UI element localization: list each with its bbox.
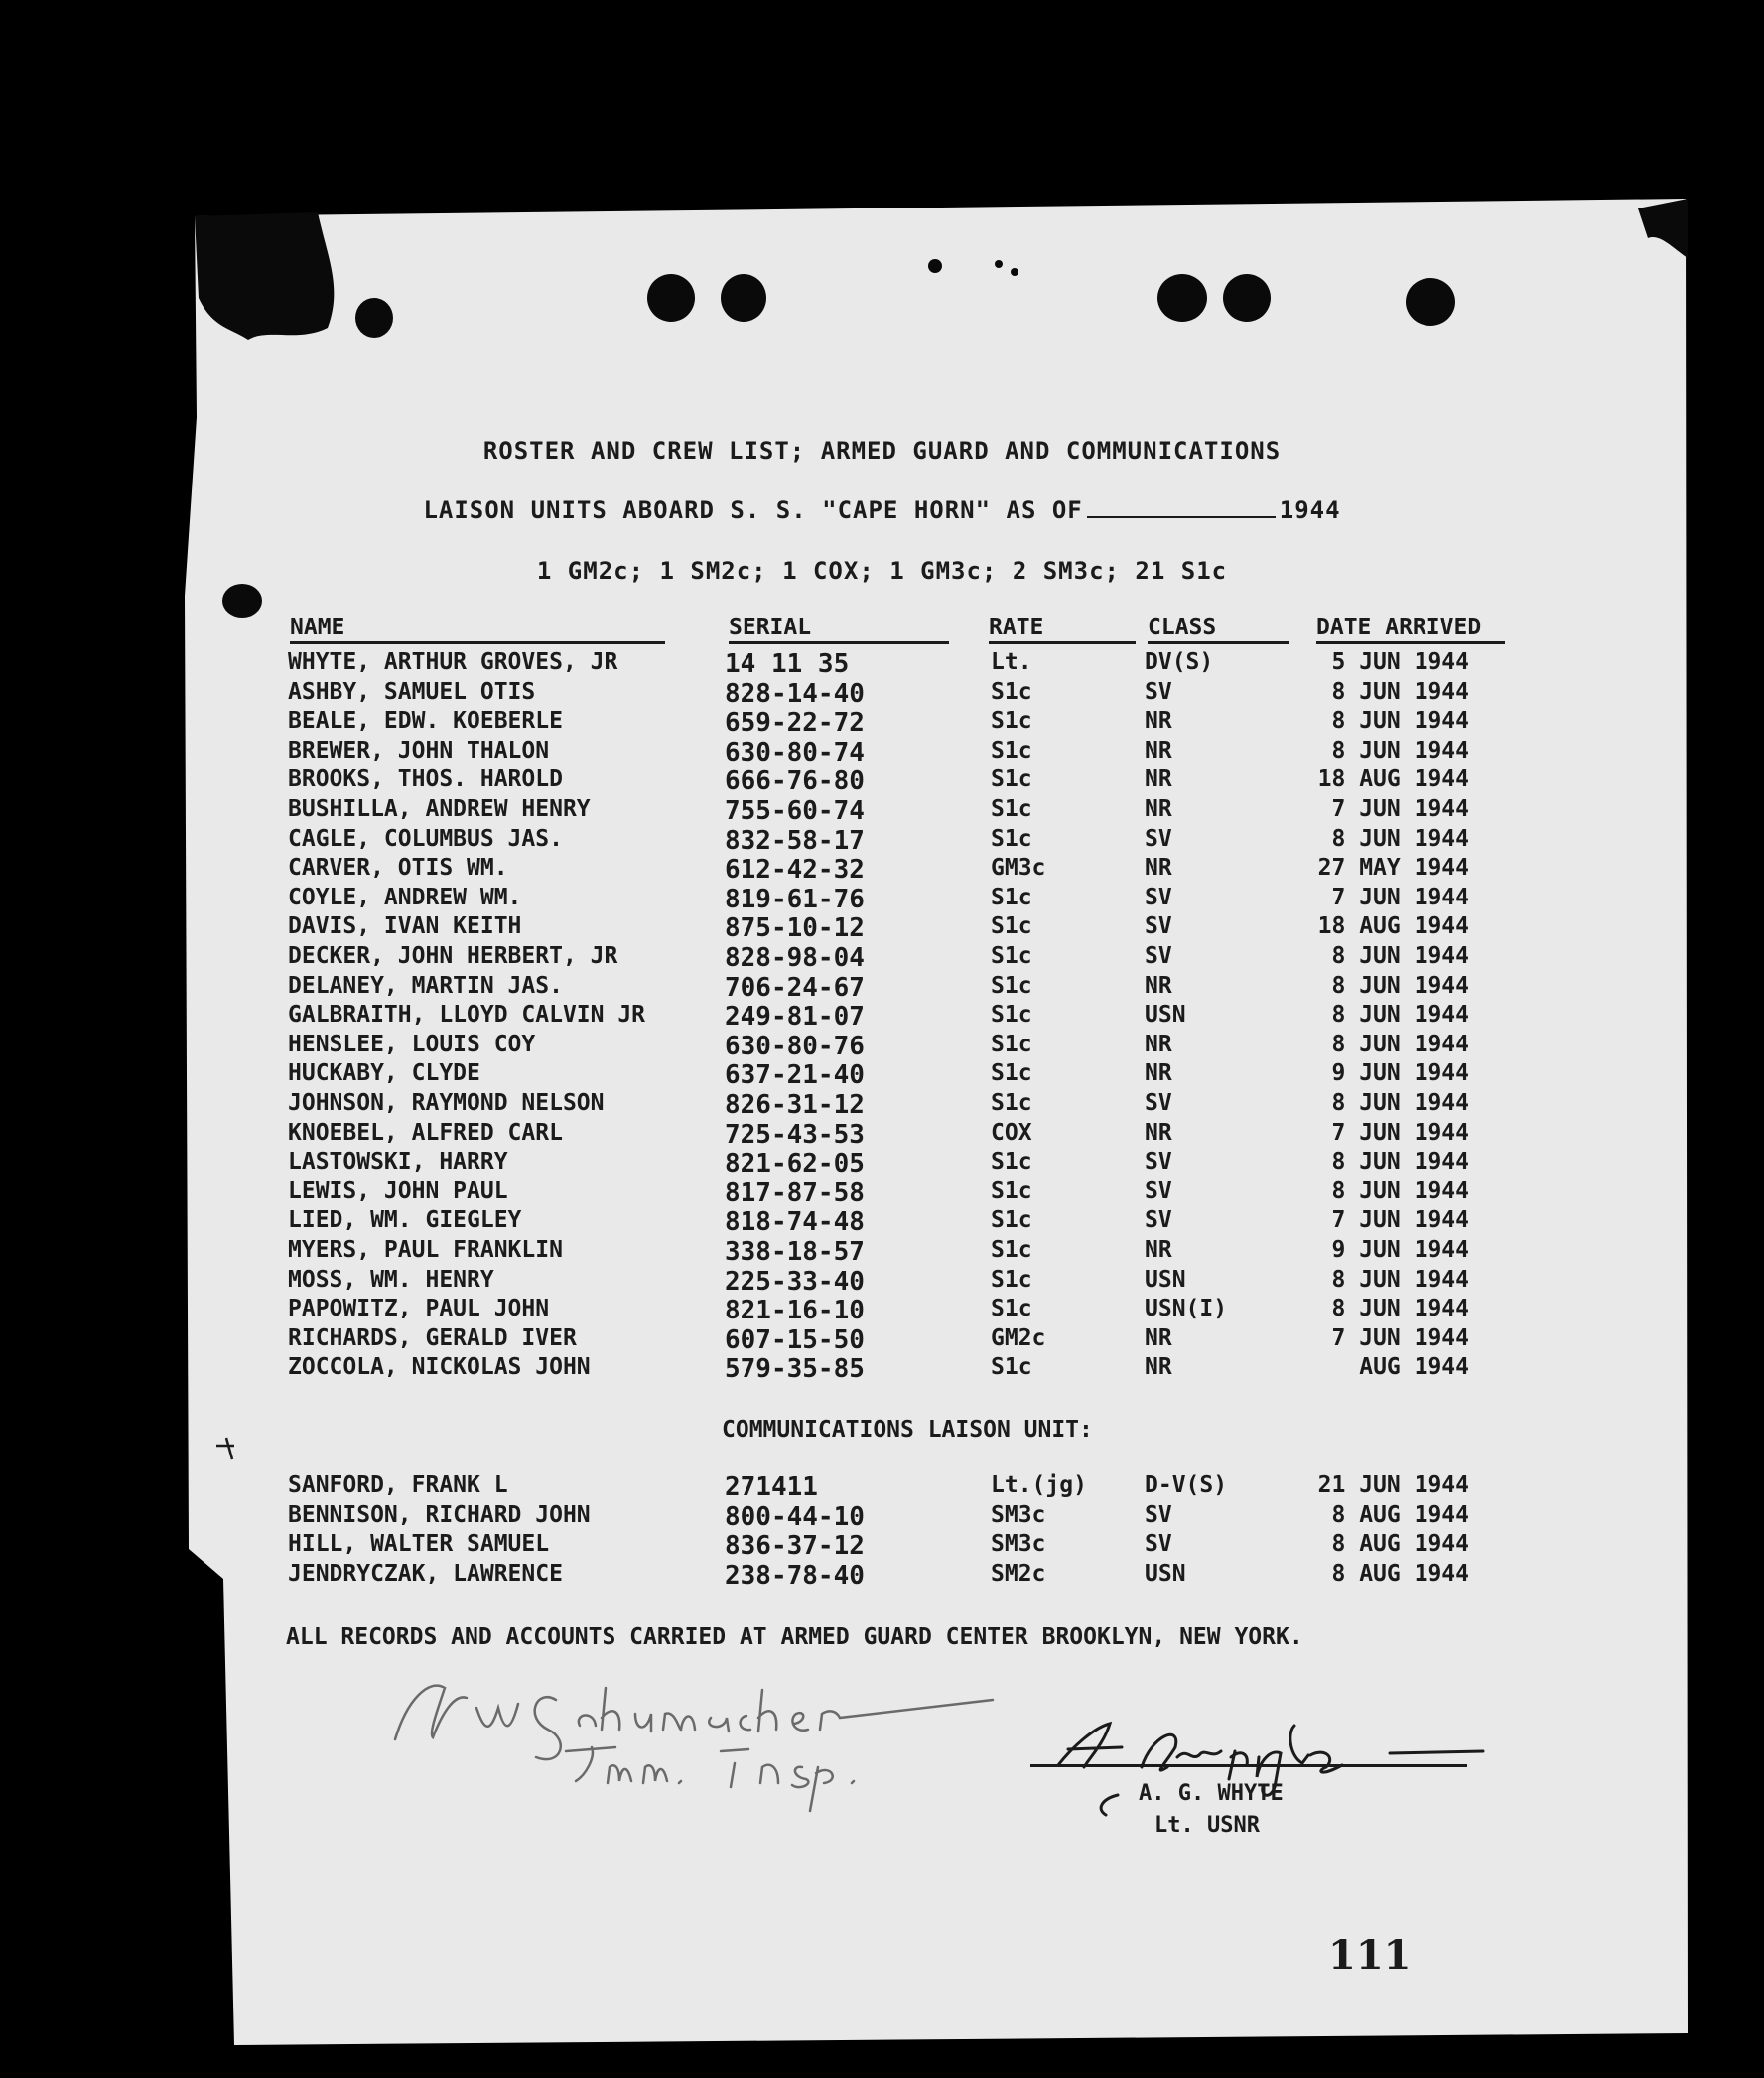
crew-name: GALBRAITH, LLOYD CALVIN JR [288,1002,646,1029]
date-arrived: 8 JUN 1944 [1331,678,1469,705]
rate-value: S1c [991,678,1032,705]
class-value: SV [1145,1207,1172,1234]
crew-name: LIED, WM. GIEGLEY [288,1207,522,1234]
rate-value: S1c [991,766,1032,793]
class-value: SV [1145,1149,1172,1176]
signatory-rank: Lt. USNR [1154,1813,1260,1838]
date-arrived: 8 AUG 1944 [1331,1501,1469,1528]
class-value: D-V(S) [1145,1472,1228,1498]
signatory-name: A. G. WHYTE [1139,1781,1284,1806]
crew-name: CARVER, OTIS WM. [288,855,508,882]
crew-name: DECKER, JOHN HERBERT, JR [288,943,618,969]
class-value: NR [1145,972,1172,999]
column-header-serial: SERIAL [729,615,949,644]
class-value: SV [1145,1178,1172,1204]
communications-heading: COMMUNICATIONS LAISON UNIT: [722,1417,1093,1443]
date-arrived: 8 JUN 1944 [1331,1002,1469,1029]
crew-name: PAPOWITZ, PAUL JOHN [288,1296,550,1322]
date-arrived: 8 JUN 1944 [1331,708,1469,735]
serial-number: 725-43-53 [725,1119,865,1150]
serial-number: 875-10-12 [725,913,865,944]
date-arrived: 8 JUN 1944 [1331,737,1469,763]
date-arrived: 18 AUG 1944 [1317,766,1469,793]
signature-line [1030,1764,1467,1767]
class-value: NR [1145,855,1172,882]
serial-number: 666-76-80 [725,766,865,797]
rate-value: S1c [991,1002,1032,1029]
class-value: SV [1145,1531,1172,1558]
rate-value: S1c [991,884,1032,910]
crew-name: JENDRYCZAK, LAWRENCE [288,1560,563,1587]
crew-name: RICHARDS, GERALD IVER [288,1324,577,1351]
class-value: SV [1145,1501,1172,1528]
class-value: NR [1145,1119,1172,1146]
serial-number: 659-22-72 [725,708,865,739]
serial-number: 819-61-76 [725,884,865,914]
column-header-date-arrived: DATE ARRIVED [1316,615,1505,644]
crew-name: BROOKS, THOS. HAROLD [288,766,563,793]
date-arrived: 7 JUN 1944 [1331,1207,1469,1234]
rate-value: S1c [991,972,1032,999]
crew-name: ASHBY, SAMUEL OTIS [288,678,536,705]
rate-value: GM3c [991,855,1046,882]
rate-value: S1c [991,943,1032,969]
rate-value: S1c [991,1178,1032,1204]
crew-name: LEWIS, JOHN PAUL [288,1178,508,1204]
serial-number: 828-14-40 [725,678,865,709]
crew-name: SANFORD, FRANK L [288,1472,508,1498]
serial-number: 579-35-85 [725,1354,865,1385]
serial-number: 706-24-67 [725,972,865,1003]
class-value: NR [1145,737,1172,763]
crew-name: BUSHILLA, ANDREW HENRY [288,796,591,822]
class-value: NR [1145,1031,1172,1057]
rate-value: S1c [991,1296,1032,1322]
class-value: SV [1145,825,1172,852]
date-arrived: 7 JUN 1944 [1331,1119,1469,1146]
class-value: USN [1145,1560,1186,1587]
serial-number: 612-42-32 [725,855,865,886]
date-arrived: 5 JUN 1944 [1331,649,1469,675]
class-value: SV [1145,913,1172,940]
rating-summary: 1 GM2c; 1 SM2c; 1 COX; 1 GM3c; 2 SM3c; 21 S1c [536,557,1228,585]
rate-value: S1c [991,1237,1032,1263]
crew-name: ZOCCOLA, NICKOLAS JOHN [288,1354,591,1381]
crew-name: BEALE, EDW. KOEBERLE [288,708,563,735]
serial-number: 607-15-50 [725,1324,865,1355]
serial-number: 338-18-57 [725,1237,865,1267]
crew-name: WHYTE, ARTHUR GROVES, JR [288,649,618,675]
rate-value: S1c [991,737,1032,763]
serial-number: 800-44-10 [725,1501,865,1532]
date-arrived: 7 JUN 1944 [1331,884,1469,910]
crew-name: LASTOWSKI, HARRY [288,1149,508,1176]
serial-number: 630-80-74 [725,737,865,767]
column-header-name: NAME [290,615,665,644]
date-arrived: AUG 1944 [1359,1354,1469,1381]
class-value: NR [1145,1324,1172,1351]
serial-number: 821-16-10 [725,1296,865,1326]
rate-value: Lt.(jg) [991,1472,1087,1498]
rate-value: Lt. [991,649,1032,675]
subtitle-prefix: LAISON UNITS ABOARD S. S. "CAPE HORN" AS OF [423,496,1083,524]
serial-number: 238-78-40 [725,1560,865,1591]
class-value: DV(S) [1145,649,1214,675]
date-arrived: 8 JUN 1944 [1331,825,1469,852]
class-value: USN [1145,1002,1186,1029]
rate-value: S1c [991,1090,1032,1116]
class-value: NR [1145,1060,1172,1087]
rate-value: S1c [991,1207,1032,1234]
date-arrived: 8 AUG 1944 [1331,1531,1469,1558]
serial-number: 14 11 35 [725,649,850,679]
date-arrived: 8 JUN 1944 [1331,1031,1469,1057]
crew-name: JOHNSON, RAYMOND NELSON [288,1090,605,1116]
class-value: NR [1145,796,1172,822]
date-arrived: 8 JUN 1944 [1331,1090,1469,1116]
serial-number: 755-60-74 [725,796,865,826]
crew-name: DAVIS, IVAN KEITH [288,913,522,940]
date-arrived: 8 JUN 1944 [1331,1296,1469,1322]
serial-number: 225-33-40 [725,1266,865,1297]
serial-number: 249-81-07 [725,1002,865,1033]
class-value: SV [1145,943,1172,969]
serial-number: 630-80-76 [725,1031,865,1061]
serial-number: 826-31-12 [725,1090,865,1120]
class-value: SV [1145,884,1172,910]
crew-name: HILL, WALTER SAMUEL [288,1531,550,1558]
records-note: ALL RECORDS AND ACCOUNTS CARRIED AT ARMED GUARD CENTER BROOKLYN, NEW YORK. [286,1624,1303,1650]
serial-number: 637-21-40 [725,1060,865,1091]
class-value: NR [1145,1237,1172,1263]
rate-value: COX [991,1119,1032,1146]
crew-name: HENSLEE, LOUIS COY [288,1031,536,1057]
serial-number: 818-74-48 [725,1207,865,1238]
rate-value: GM2c [991,1324,1046,1351]
rate-value: S1c [991,796,1032,822]
class-value: USN [1145,1266,1186,1293]
rate-value: SM3c [991,1531,1046,1558]
serial-number: 828-98-04 [725,943,865,973]
date-arrived: 9 JUN 1944 [1331,1237,1469,1263]
serial-number: 832-58-17 [725,825,865,856]
document-title: ROSTER AND CREW LIST; ARMED GUARD AND COMMUNICATIONS [482,437,1282,465]
class-value: SV [1145,678,1172,705]
crew-name: MYERS, PAUL FRANKLIN [288,1237,563,1263]
rate-value: S1c [991,1354,1032,1381]
date-arrived: 7 JUN 1944 [1331,796,1469,822]
crew-name: BREWER, JOHN THALON [288,737,550,763]
class-value: NR [1145,766,1172,793]
crew-name: KNOEBEL, ALFRED CARL [288,1119,563,1146]
column-header-rate: RATE [989,615,1136,644]
rate-value: S1c [991,1149,1032,1176]
crew-name: CAGLE, COLUMBUS JAS. [288,825,563,852]
crew-name: MOSS, WM. HENRY [288,1266,494,1293]
rate-value: S1c [991,708,1032,735]
class-value: SV [1145,1090,1172,1116]
crew-name: DELANEY, MARTIN JAS. [288,972,563,999]
date-arrived: 18 AUG 1944 [1317,913,1469,940]
rate-value: SM2c [991,1560,1046,1587]
date-arrived: 21 JUN 1944 [1317,1472,1469,1498]
rate-value: SM3c [991,1501,1046,1528]
rate-value: S1c [991,1266,1032,1293]
rate-value: S1c [991,1060,1032,1087]
rate-value: S1c [991,913,1032,940]
date-arrived: 8 JUN 1944 [1331,1266,1469,1293]
serial-number: 817-87-58 [725,1178,865,1208]
crew-name: COYLE, ANDREW WM. [288,884,522,910]
date-arrived: 8 JUN 1944 [1331,943,1469,969]
date-arrived: 8 JUN 1944 [1331,1149,1469,1176]
rate-value: S1c [991,1031,1032,1057]
date-arrived: 8 JUN 1944 [1331,972,1469,999]
date-arrived: 7 JUN 1944 [1331,1324,1469,1351]
page-number: 111 [1328,1932,1412,1979]
date-arrived: 9 JUN 1944 [1331,1060,1469,1087]
crew-name: HUCKABY, CLYDE [288,1060,480,1087]
class-value: NR [1145,708,1172,735]
serial-number: 271411 [725,1472,818,1502]
date-arrived: 8 AUG 1944 [1331,1560,1469,1587]
class-value: NR [1145,1354,1172,1381]
serial-number: 836-37-12 [725,1531,865,1562]
class-value: USN(I) [1145,1296,1228,1322]
date-arrived: 27 MAY 1944 [1317,855,1469,882]
date-arrived: 8 JUN 1944 [1331,1178,1469,1204]
column-header-class: CLASS [1148,615,1289,644]
rate-value: S1c [991,825,1032,852]
subtitle-year: 1944 [1279,496,1341,524]
crew-name: BENNISON, RICHARD JOHN [288,1501,591,1528]
serial-number: 821-62-05 [725,1149,865,1179]
